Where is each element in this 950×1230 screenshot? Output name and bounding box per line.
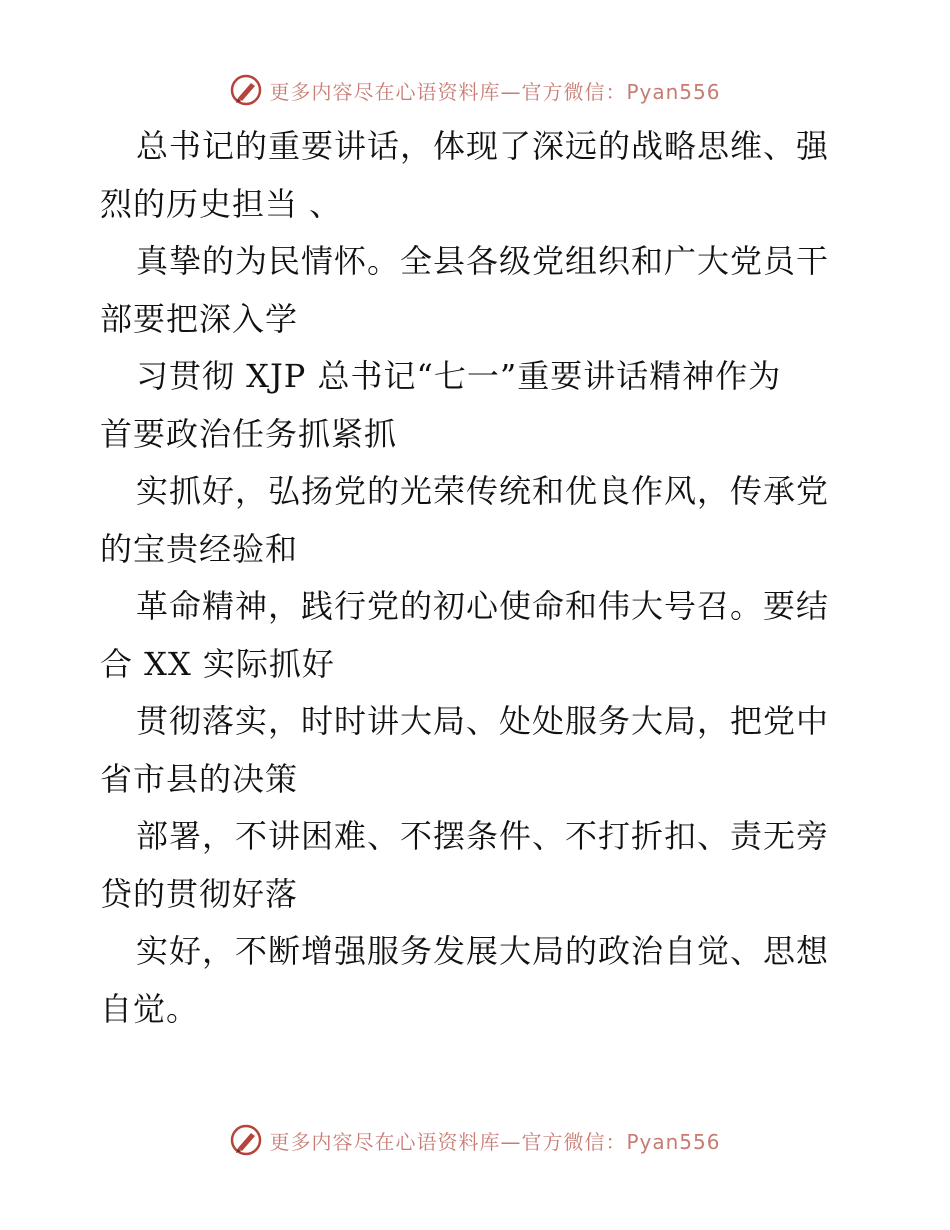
paragraph-line: 烈的历史担当 、 bbox=[100, 184, 343, 223]
paragraph-line: 合 XX 实际抓好 bbox=[100, 644, 335, 683]
paragraph-line: 自觉。 bbox=[100, 989, 200, 1028]
document-body bbox=[100, 118, 860, 1038]
pen-logo-icon bbox=[229, 73, 263, 107]
paragraph-line: 省市县的决策 bbox=[100, 759, 299, 798]
paragraph-line: 贷的贯彻好落 bbox=[100, 874, 299, 913]
paragraph-line: 的宝贵经验和 bbox=[100, 529, 299, 568]
paragraph-line: 实抓好，弘扬党的光荣传统和优良作风，传承党 bbox=[136, 472, 830, 510]
paragraph-line: 部署，不讲困难、不摆条件、不打折扣、责无旁 bbox=[136, 817, 830, 855]
paragraph-line: 实好，不断增强服务发展大局的政治自觉、思想 bbox=[136, 932, 830, 970]
paragraph-line: 总书记的重要讲话，体现了深远的战略思维、强 bbox=[136, 127, 830, 165]
header-banner bbox=[0, 70, 950, 110]
paragraph-line: 部要把深入学 bbox=[100, 299, 299, 338]
paragraph-line: 首要政治任务抓紧抓 bbox=[100, 414, 398, 453]
header-banner-text: 更多内容尽在心语资料库—官方微信：Pyan556 bbox=[269, 79, 721, 104]
footer-banner bbox=[0, 1120, 950, 1160]
footer-banner-text: 更多内容尽在心语资料库—官方微信：Pyan556 bbox=[269, 1129, 721, 1154]
paragraph-line: 贯彻落实，时时讲大局、处处服务大局，把党中 bbox=[136, 702, 830, 740]
pen-logo-icon bbox=[229, 1123, 263, 1157]
paragraph-line: 真挚的为民情怀。全县各级党组织和广大党员干 bbox=[136, 242, 830, 280]
paragraph-line: 革命精神，践行党的初心使命和伟大号召。要结 bbox=[136, 587, 830, 625]
paragraph-line: 习贯彻 XJP 总书记“七一”重要讲话精神作为 bbox=[136, 357, 782, 395]
